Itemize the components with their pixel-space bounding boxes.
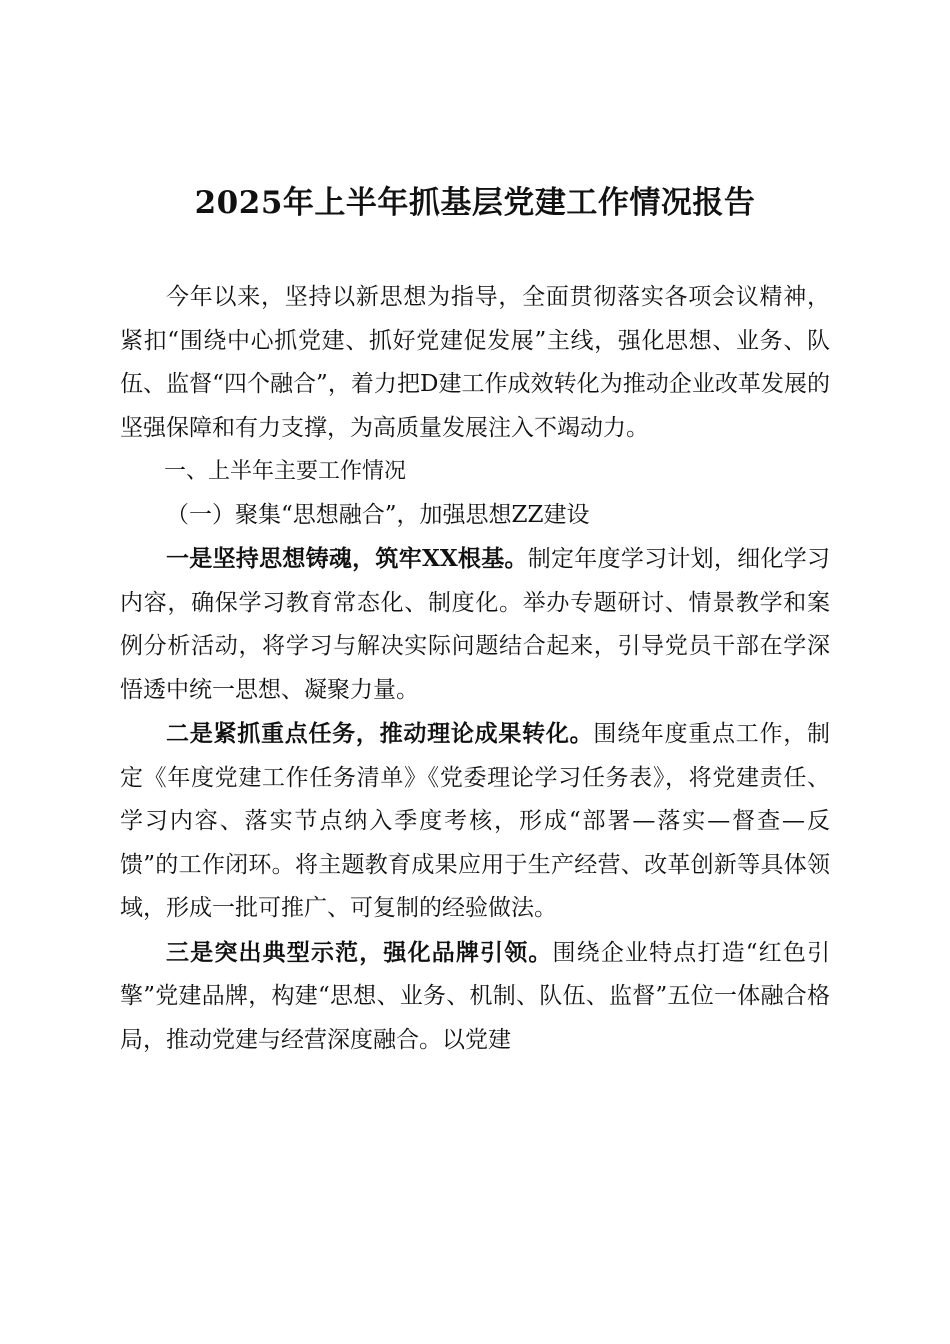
paragraph-lead: 二是紧抓重点任务，推动理论成果转化。 [166,720,594,747]
section-heading: 一、上半年主要工作情况 [164,459,407,484]
paragraph-text: 制定年度学习计划，细化学习内容，确保学习教育常态化、制度化。举办专题研讨、情景教学和案例分析活动，将学习与解决实际问题结合起来，引导党员干部在学深悟透中统一思想、凝聚力量。 [120,546,830,703]
document-body [120,276,830,1062]
paragraph-item-3 [120,931,830,1063]
subsection-heading: （一）聚集“思想融合”，加强思想ZZ建设 [166,501,590,528]
paragraph-item-2 [120,712,830,931]
intro-paragraph: 今年以来，坚持以新思想为指导，全面贯彻落实各项会议精神，紧扣“围绕中心抓党建、抓好党建促发展”主线，强化思想、业务、队伍、监督“四个融合”，着力把D建工作成效转化为推动企业改革发展的坚强保障和有力支撑，为高质量发展注入不竭动力。 [120,284,830,441]
paragraph-item-1 [120,537,830,712]
paragraph-lead: 一是坚持思想铸魂，筑牢XX根基。 [166,545,528,572]
paragraph-lead: 三是突出典型示范，强化品牌引领。 [166,938,553,966]
paragraph-text: 围绕企业特点打造“红色引擎”党建品牌，构建“思想、业务、机制、队伍、监督”五位一体融合格局，推动党建与经营深度融合。以党建 [120,939,830,1053]
document-title: 2025年上半年抓基层党建工作情况报告 [194,185,756,221]
paragraph-text: 围绕年度重点工作，制定《年度党建工作任务清单》《党委理论学习任务表》，将党建责任、学习内容、落实节点纳入季度考核，形成“部署—落实—督查—反馈”的工作闭环。将主题教育成果应用于生产经营、改革创新等具体领域，形成一批可推广、可复制的经验做法。 [120,721,831,921]
